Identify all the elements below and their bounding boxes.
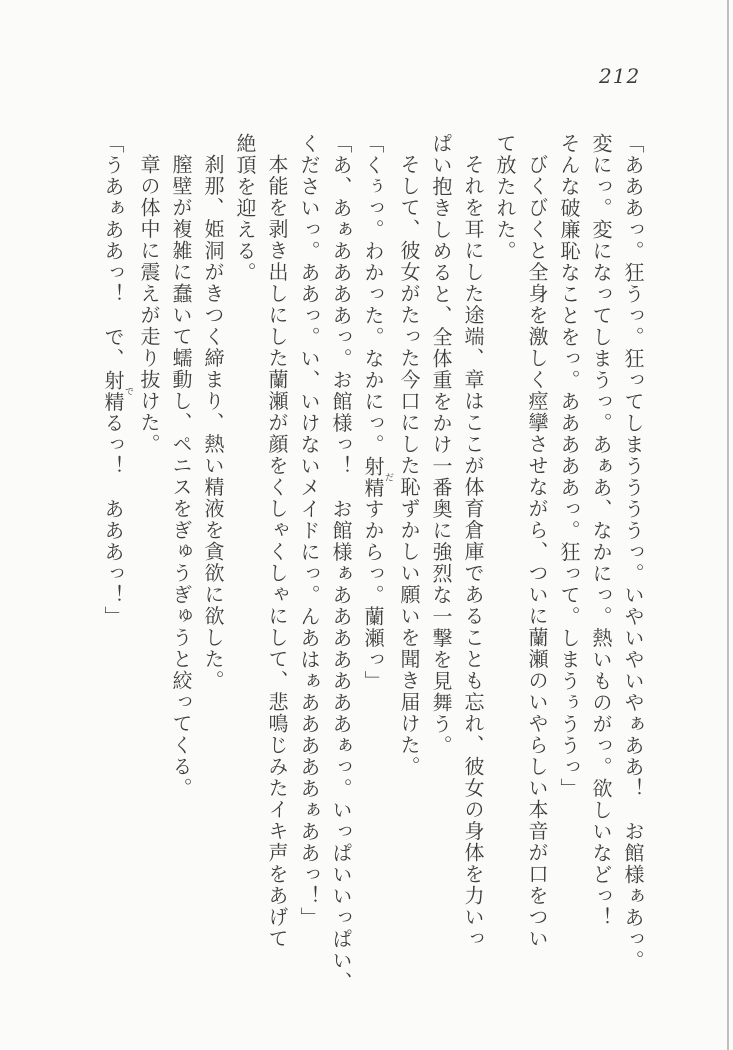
text-column: くださいっ。ああっ。い、いけないメイドにっ。んあはぁあああああぁああっ！」 (297, 133, 321, 929)
text-column: 絶頂を迎える。 (233, 133, 257, 284)
text-column: 膣壁が複雑に蠢いて蠕動し、ペニスをぎゅうぎゅうと絞ってくる。 (169, 154, 193, 799)
text-column: 「あ、あぁああああっ。お館様っ！ お館様ぁあああああああぁっ。いっぱいいっぱい、 (329, 133, 353, 993)
text-column: そんな破廉恥なことをっ。あああああっ。狂って。しまうぅううっ」 (557, 133, 581, 800)
text-column: 本能を剥き出しにした蘭瀬が顔をくしゃくしゃにして、悲鳴じみたイキ声をあげて (265, 154, 289, 950)
text-column: ぱい抱きしめると、全体重をかけ一番奥に強烈な一撃を見舞う。 (429, 133, 453, 757)
text-column: 「うあぁああっ！ で、射精でるっ！ あああっ！」 (101, 133, 133, 628)
text-column: びくびくと全身を激しく痙攣させながら、ついに蘭瀬のいやらしい本音が口をつい (525, 154, 549, 950)
ruby-annotated-word: 射精で (101, 369, 133, 413)
text-column: 変にっ。変になってしまうっ。あぁあ、なかにっ。熱いものがっ。欲しいなどっ！ (589, 133, 613, 929)
text-column: 「あああっ。狂うっ。狂ってしまううううっ。いやいやいやぁああ！ お館様ぁあっ。 (621, 133, 645, 972)
text-columns (97, 133, 649, 1015)
text-column: それを耳にした途端、章はここが体育倉庫であることも忘れ、彼女の身体を力いっ (461, 154, 485, 950)
text-column: 刹那、姫洞がきつく締まり、熱い精液を貪欲に欲した。 (201, 154, 225, 692)
ruby-annotated-word: 射精だ (361, 455, 393, 499)
text-column: て放たれた。 (493, 133, 517, 262)
page-edge-line (727, 0, 729, 1050)
text-column: そして、彼女がたった今口にした恥ずかしい願いを聞き届けた。 (397, 154, 421, 778)
text-column: 章の体中に震えが走り抜けた。 (137, 154, 161, 455)
text-column: 「くぅっ。わかった。なかにっ。射精だすからっ。蘭瀬っ」 (361, 133, 393, 692)
page-number: 212 (599, 64, 641, 88)
